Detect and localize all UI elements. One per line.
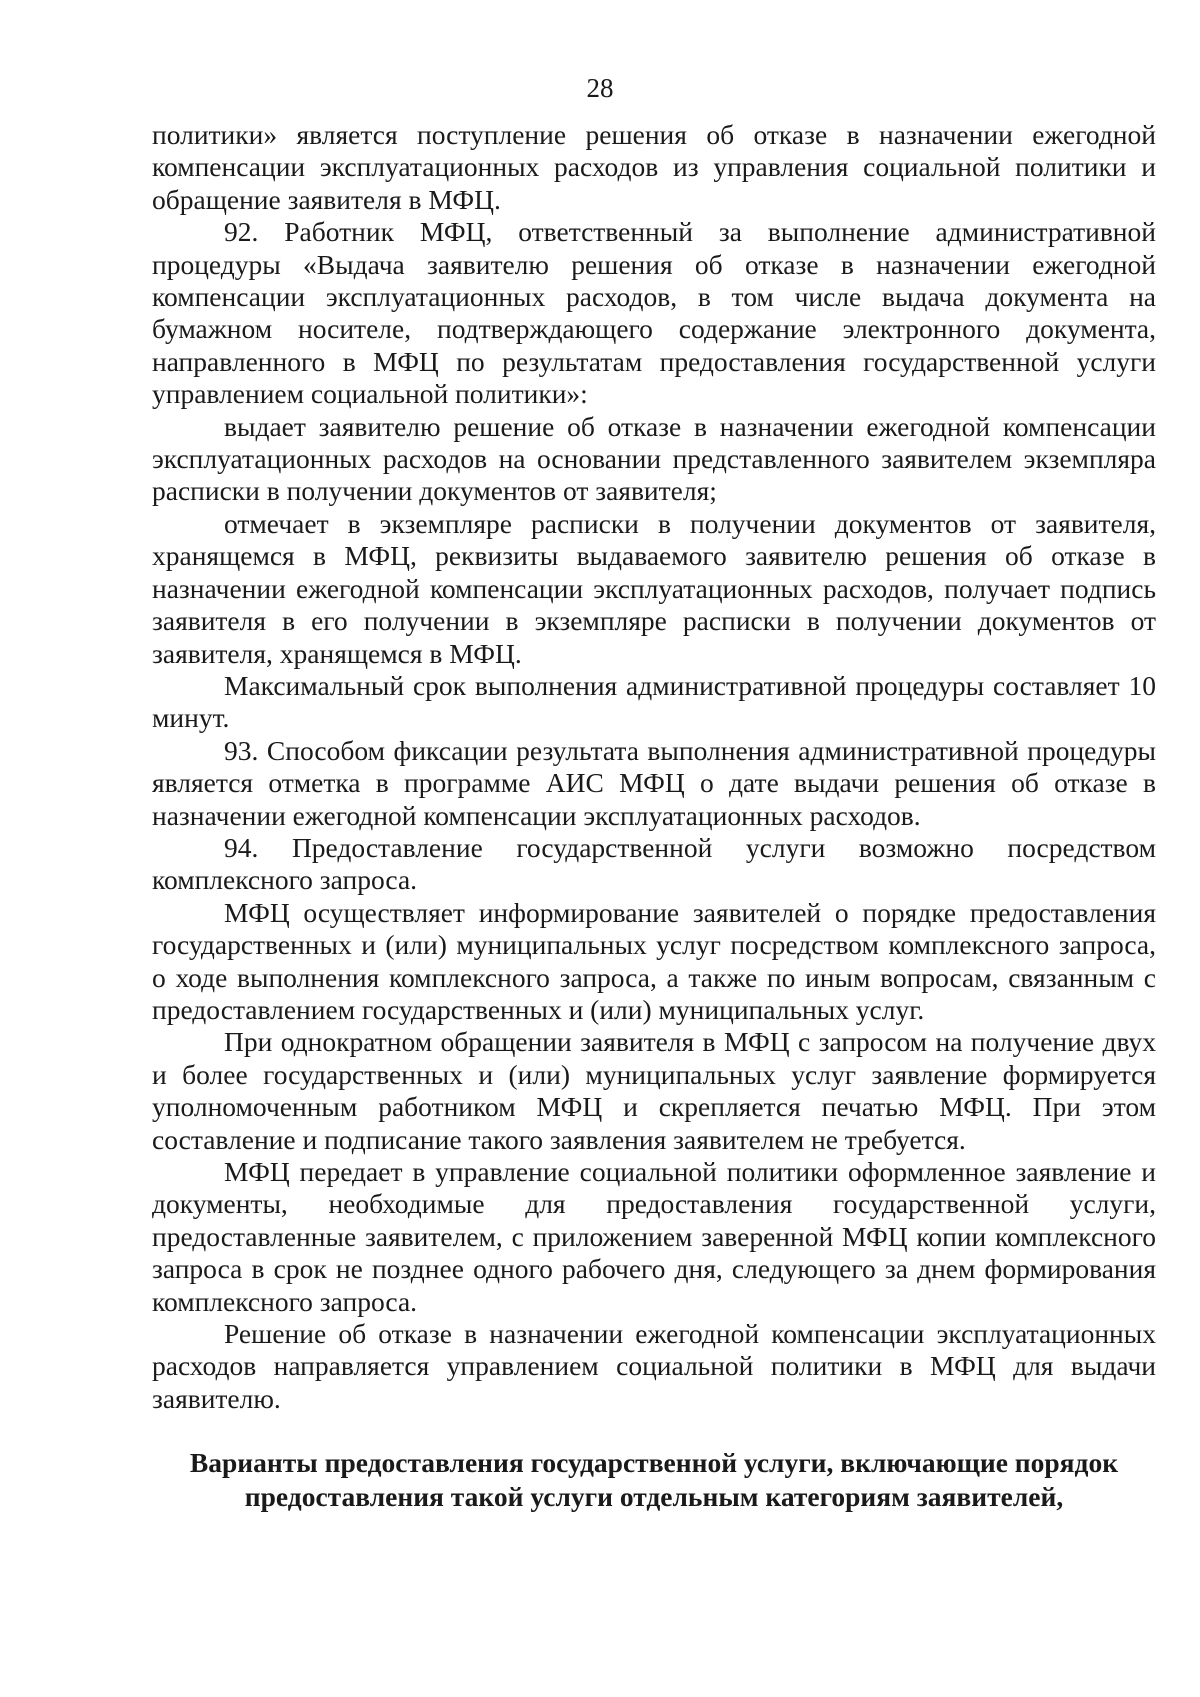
paragraph: политики» является поступление решения об отказе в назначении ежегодной компенсации эксплуатационных расходов из управления социальной политики и обращение заявителя в МФЦ. [152, 119, 1156, 215]
section-heading [152, 1446, 1156, 1514]
paragraph: отмечает в экземпляре расписки в получении документов от заявителя, хранящемся в МФЦ, реквизиты выдаваемого заявителю решения об отказе в назначении ежегодной компенсации эксплуатационных расходов, получает подпись заявителя в его получении в экземпляре расписки в получении документов от заявителя, хранящемся в МФЦ. [152, 507, 1156, 669]
paragraph: Максимальный срок выполнения административной процедуры составляет 10 минут. [152, 669, 1156, 734]
paragraph: 93. Способом фиксации результата выполнения административной процедуры является отметка в программе АИС МФЦ о дате выдачи решения об отказе в назначении ежегодной компенсации эксплуатационных расходов. [152, 734, 1156, 831]
paragraph: выдает заявителю решение об отказе в назначении ежегодной компенсации эксплуатационных расходов на основании представленного заявителем экземпляра расписки в получении документов от заявителя; [152, 410, 1156, 507]
paragraph: МФЦ осуществляет информирование заявителей о порядке предоставления государственных и (или) муниципальных услуг посредством комплексного запроса, о ходе выполнения комплексного запроса, а также по иным вопросам, связанным с предоставлением государственных и (или) муниципальных услуг. [152, 896, 1156, 1025]
paragraph: 92. Работник МФЦ, ответственный за выполнение административной процедуры «Выдача заявителю решения об отказе в назначении ежегодной компенсации эксплуатационных расходов, в том числе выдача документа на бумажном носителе, подтверждающего содержание электронного документа, направленного в МФЦ по результатам предоставления государственной услуги управлением социальной политики»: [152, 216, 1156, 410]
paragraph: Решение об отказе в назначении ежегодной компенсации эксплуатационных расходов направляется управлением социальной политики в МФЦ для выдачи заявителю. [152, 1318, 1156, 1414]
document-body [152, 119, 1156, 1415]
paragraph: 94. Предоставление государственной услуги возможно посредством комплексного запроса. [152, 831, 1156, 896]
paragraph: При однократном обращении заявителя в МФЦ с запросом на получение двух и более государственных и (или) муниципальных услуг заявление формируется уполномоченным работником МФЦ и скрепляется печатью МФЦ. При этом составление и подписание такого заявления заявителем не требуется. [152, 1026, 1156, 1155]
page-number: 28 [586, 73, 614, 103]
paragraph: МФЦ передает в управление социальной политики оформленное заявление и документы, необходимые для предоставления государственной услуги, предоставленные заявителем, с приложением заверенной МФЦ копии комплексного запроса в срок не позднее одного рабочего дня, следующего за днем формирования комплексного запроса. [152, 1156, 1156, 1317]
section-heading-line: предоставления такой услуги отдельным категориям заявителей, [244, 1481, 1064, 1512]
section-heading-line: Варианты предоставления государственной услуги, включающие порядок [189, 1447, 1119, 1478]
